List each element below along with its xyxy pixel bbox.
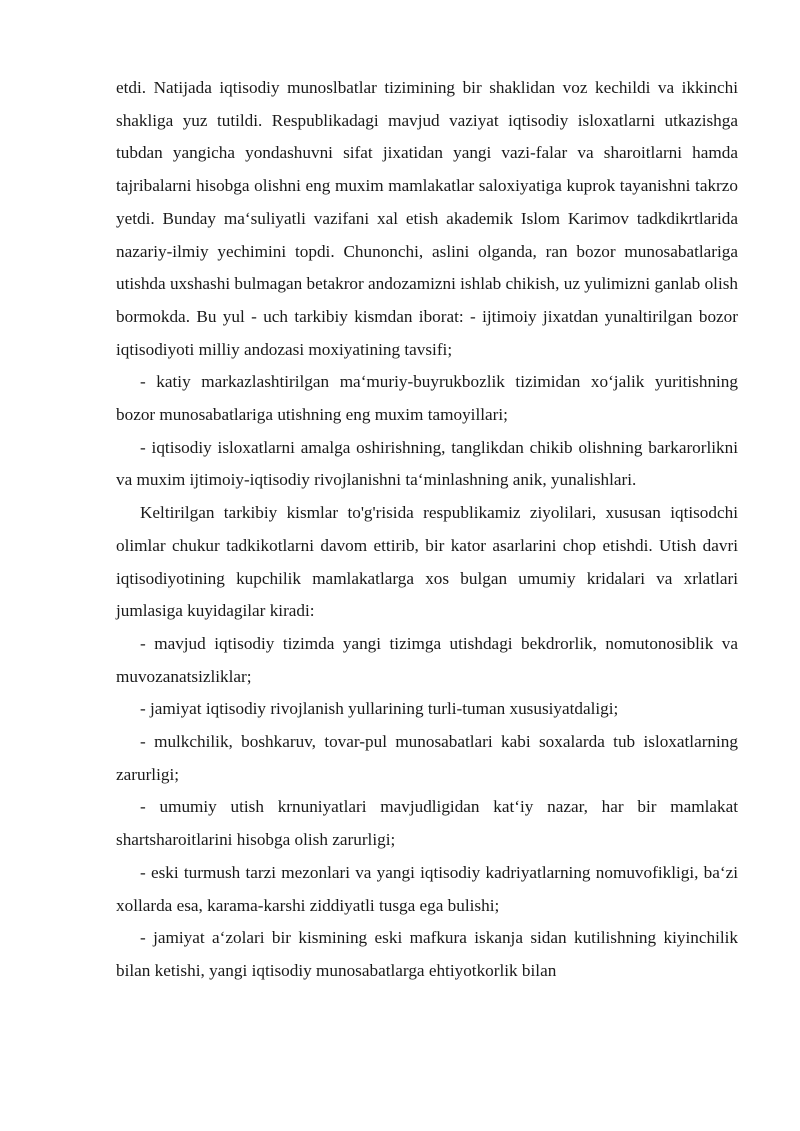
list-item: - jamiyat iqtisodiy rivojlanish yullarining turli-tuman xususiyatdaligi; [140,699,619,719]
list-item: - umumiy utish krnuniyatlari mavjudligidan kat‘iy nazar, har bir mamlakat shartsharoitlarini hisobga olish zarurligi; [116,797,738,850]
list-item: - eski turmush tarzi mezonlari va yangi iqtisodiy kadriyatlarning nomuvofikligi, ba‘zi xollarda esa, karama-karshi ziddiyatli tusga ega bulishi; [116,862,738,915]
list-item: - jamiyat a‘zolari bir kismining eski mafkura iskanja sidan kutilishning kiyinchilik bilan ketishi, yangi iqtisodiy munosabatlarga ehtiyotkorlik bilan [116,928,738,980]
list-item: - iqtisodiy isloxatlarni amalga oshirishning, tanglikdan chikib olishning barkarorlikni va muxim ijtimoiy-iqtisodiy rivojlanishni ta‘minlashning anik, yunalishlari. [116,437,738,490]
list-item: - mavjud iqtisodiy tizimda yangi tizimga utishdagi bekdrorlik, nomutonosiblik va muvozanatsizliklar; [116,633,738,686]
paragraph-intro: etdi. Natijada iqtisodiy munoslbatlar tizimining bir shaklidan voz kechildi va ikkinchi shakliga yuz tutildi. Respublikadagi mavjud vaziyat iqtisodiy isloxatlarni utkazishga tubdan yangicha yondashuvni sifat jixatidan yangi vazi-falar va sharoitlarni hamda tajribalarni hisobga olishni eng muxim mamlakatlar saloxiyatiga kuprok tayanishni takrzo yetdi. Bunday ma‘suliyatli vazifani xal etish akademik Islom Karimov tadkdikrtlarida nazariy-ilmiy yechimini topdi. Chunonchi, aslini olganda, ran bozor munosabatlariga utishda uxshashi bulmagan betakror andozamizni ishlab chikish, uz yulimizni ganlab olish bormokda. Bu yul - uch tarkibiy kismdan iborat: - ijtimoiy jixatdan yunaltirilgan bozor iqtisodiyoti milliy andozasi moxiyatining tavsifi; [116,78,738,359]
list-item: - mulkchilik, boshkaruv, tovar-pul munosabatlari kabi soxalarda tub isloxatlarning zarurligi; [116,732,738,784]
list-item: - katiy markazlashtirilgan ma‘muriy-buyrukbozlik tizimidan xo‘jalik yuritishning bozor munosabatlariga utishning eng muxim tamoyillari; [116,372,738,425]
paragraph-body: Keltirilgan tarkibiy kismlar to'g'risida respublikamiz ziyolilari, xususan iqtisodchi olimlar chukur tadkikotlarni davom ettirib, bir kator asarlarini chop etishdi. Utish davri iqtisodiyotining kupchilik mamlakatlarga xos bulgan umumiy kridalari va xrlatlari jumlasiga kuyidagilar kiradi: [116,503,738,621]
